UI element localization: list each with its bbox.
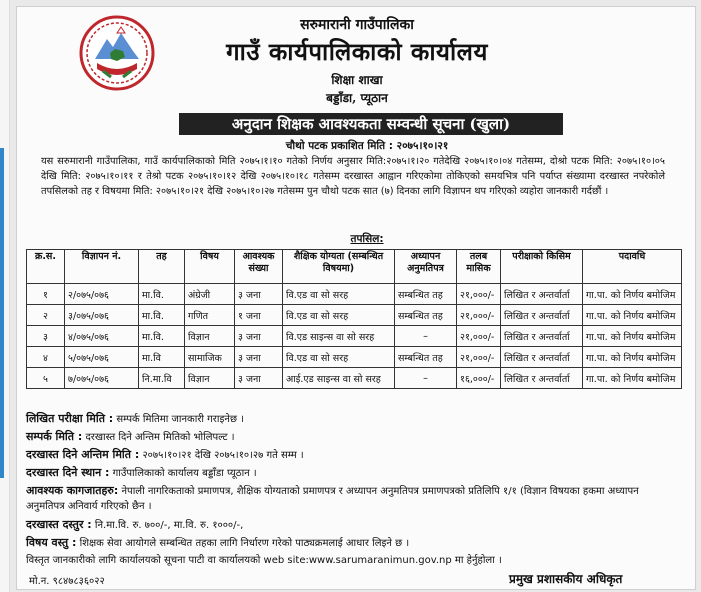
- cell-level: मा.वि.: [139, 284, 185, 305]
- cell-ad-no: ४/०७५/०७६: [65, 326, 139, 347]
- fee-line: [26, 517, 676, 533]
- documents-value: नेपाली नागरिकताको प्रमाणपत्र, शैक्षिक योग्यताको प्रमाणपत्र र अध्यापन अनुमतिपत्र प्रमाणपत्रको प्रतिलिपि १/१ (विज्ञान विषयका हकमा अध्यापन अनुमतिपत्र अनिवार्य गरिएको छैन ।: [26, 486, 639, 512]
- cell-exam-type: लिखित र अन्तर्वार्ता: [501, 284, 583, 305]
- signer-title: प्रमुख प्रशासकीय अधिकृत: [509, 572, 623, 586]
- syllabus-label: विषय वस्तु :: [26, 536, 77, 549]
- table-row: [27, 368, 682, 389]
- col-header: परीक्षाको किसिम: [501, 250, 583, 284]
- cell-subject: विज्ञान: [185, 368, 235, 389]
- cell-tenure: गा.पा. को निर्णय बमोजिम: [583, 368, 682, 389]
- cell-subject: अंग्रेजी: [185, 284, 235, 305]
- cell-salary: २१,०००/-: [457, 347, 501, 368]
- col-header: शैक्षिक योग्यता (सम्बन्धित विषयमा): [283, 250, 395, 284]
- syllabus-value: शिक्षक सेवा आयोगले सम्बन्धित तहका लागि निर्धारण गरेको पाठ्यक्रमलाई आधार लिइने छ ।: [79, 538, 410, 549]
- documents-line: [26, 483, 676, 514]
- table-header-row: [27, 250, 682, 284]
- publish-date: चौथो पटक प्रकाशित मिति : २०७५।१०।२१: [285, 140, 449, 152]
- cell-salary: १६,०००/-: [457, 368, 501, 389]
- cell-license: सम्बन्धित तह: [395, 284, 457, 305]
- exam-date-value: सम्पर्क मितिमा जानकारी गराइनेछ ।: [116, 414, 244, 425]
- notice-banner: अनुदान शिक्षक आवश्यकता सम्वन्धी सूचना (खुला): [179, 113, 563, 135]
- cell-level: मा.वि.: [139, 305, 185, 326]
- place-line: [26, 465, 676, 481]
- cell-tenure: गा.पा. को निर्णय बमोजिम: [583, 305, 682, 326]
- col-header: पदावधि: [583, 250, 682, 284]
- exam-date-label: लिखित परीक्षा मिति :: [26, 412, 114, 425]
- cell-tenure: गा.पा. को निर्णय बमोजिम: [583, 326, 682, 347]
- cell-sn: १: [27, 284, 65, 305]
- deadline-value: २०७५।१०।२१ देखि २०७५।१०।२७ गते सम्म ।: [142, 450, 304, 461]
- contact-date-label: सम्पर्क मिति :: [26, 430, 83, 443]
- documents-label: आवश्यक कागजातहरु:: [26, 484, 119, 497]
- cell-qualification: आई.एड साइन्स वा सो सरह: [283, 368, 395, 389]
- cell-salary: २१,०००/-: [457, 326, 501, 347]
- table-row: [27, 347, 682, 368]
- left-edge-strip: [0, 0, 10, 592]
- cell-count: ३ जना: [235, 284, 283, 305]
- fee-value: नि.मा.वि. रु. ७००/-, मा.वि. रु. १०००/-,: [94, 520, 244, 531]
- place-label: दरखास्त दिने स्थान :: [26, 466, 110, 479]
- cell-qualification: वि.एड वा सो सरह: [283, 284, 395, 305]
- cell-level: मा.वि: [139, 347, 185, 368]
- notice-paragraph: यस सरुमारानी गाउँपालिका, गाउँ कार्यपालिकाको मिति २०७५।१।१० गतेको निर्णय अनुसार मिति:२०७५।१।२० गतेदेखि २०७५।१०।०४ गतेसम्म, दोश्रो पटक मिति: २०७५।१०।०५ देखि मिति: २०७५।१०।११ र तेश्रो पटक २०७५।१०।१२ देखि २०७५।१०।१८ गतेसम्म दरखास्त आह्वान गरिएकोमा तोकिएको समयभित्र पनि पर्याप्त संख्यामा दरखास्त नपरेकोले तपसिलको तह र विषयमा मिति: २०७५।१०।२१ देखि २०७५।१०।२७ गतेसम्म पुन चौथो पटक सात (७) दिनका लागि विज्ञापन थप गरिएको व्यहोरा जानकारी गर्दछौं ।: [41, 156, 665, 197]
- cell-qualification: वि.एड वा सो सरह: [283, 305, 395, 326]
- exam-date-line: [26, 411, 676, 427]
- table-row: [27, 305, 682, 326]
- cell-ad-no: ५/०७५/०७६: [65, 347, 139, 368]
- col-header: क्र.स.: [27, 250, 65, 284]
- contact-date-line: [26, 429, 676, 445]
- details-line: विस्तृत जानकारीको लागि कार्यालयको सूचना पाटी वा कार्यालयको web site:www.sarumaranimun.gov.np मा हेर्नुहोला ।: [26, 555, 502, 566]
- cell-tenure: गा.पा. को निर्णय बमोजिम: [583, 284, 682, 305]
- notice-document: [16, 6, 696, 590]
- table-row: [27, 326, 682, 347]
- contact-number: मो.न. ९८४७८३६०२२: [29, 576, 105, 587]
- cell-qualification: वि.एड वा सो सरह: [283, 347, 395, 368]
- cell-subject: गणित: [185, 305, 235, 326]
- blue-accent-bar: [0, 148, 4, 478]
- cell-license: सम्बन्धित तह: [395, 305, 457, 326]
- deadline-label: दरखास्त दिने अन्तिम मिति :: [26, 448, 140, 461]
- office-address: बड्डाँडा, प्यूठान: [326, 91, 388, 105]
- cell-exam-type: लिखित र अन्तर्वार्ता: [501, 368, 583, 389]
- municipality-name: सरुमारानी गाउँपालिका: [300, 17, 414, 33]
- cell-level: मा.वि.: [139, 326, 185, 347]
- cell-ad-no: ७/०७५/०७६: [65, 368, 139, 389]
- cell-count: १ जना: [235, 305, 283, 326]
- col-header: आवश्यक संख्या: [235, 250, 283, 284]
- cell-license: सम्बन्धित तह: [395, 347, 457, 368]
- cell-tenure: गा.पा. को निर्णय बमोजिम: [583, 347, 682, 368]
- cell-exam-type: लिखित र अन्तर्वार्ता: [501, 305, 583, 326]
- col-header: विज्ञापन नं.: [65, 250, 139, 284]
- table-row: [27, 284, 682, 305]
- cell-exam-type: लिखित र अन्तर्वार्ता: [501, 326, 583, 347]
- cell-sn: ४: [27, 347, 65, 368]
- col-header: विषय: [185, 250, 235, 284]
- cell-ad-no: ३/०७५/०७६: [65, 305, 139, 326]
- vacancy-table: [26, 249, 682, 389]
- cell-salary: २१,०००/-: [457, 284, 501, 305]
- branch-name: शिक्षा शाखा: [331, 73, 383, 87]
- place-value: गाउँपालिकाको कार्यालय बड्डाँडा प्यूठान ।: [112, 468, 257, 479]
- cell-exam-type: लिखित र अन्तर्वार्ता: [501, 347, 583, 368]
- col-header: अध्यापन अनुमतिपत्र: [395, 250, 457, 284]
- col-header: तह: [139, 250, 185, 284]
- deadline-line: [26, 447, 676, 463]
- cell-count: ३ जना: [235, 347, 283, 368]
- cell-qualification: वि.एड साइन्स वा सो सरह: [283, 326, 395, 347]
- cell-license: –: [395, 368, 457, 389]
- cell-ad-no: २/०७५/०७६: [65, 284, 139, 305]
- cell-sn: ५: [27, 368, 65, 389]
- cell-subject: विज्ञान: [185, 326, 235, 347]
- cell-count: ३ जना: [235, 368, 283, 389]
- col-header: तलब मासिक: [457, 250, 501, 284]
- fee-label: दरखास्त दस्तुर :: [26, 518, 92, 531]
- cell-level: नि.मा.वि: [139, 368, 185, 389]
- cell-sn: ३: [27, 326, 65, 347]
- syllabus-line: [26, 535, 676, 551]
- office-title: गाउँ कार्यपालिकाको कार्यालय: [226, 37, 488, 66]
- cell-count: ३ जना: [235, 326, 283, 347]
- cell-license: –: [395, 326, 457, 347]
- cell-sn: २: [27, 305, 65, 326]
- cell-salary: २१,०००/-: [457, 305, 501, 326]
- contact-date-value: दरखास्त दिने अन्तिम मितिको भोलिपल्ट ।: [85, 432, 235, 443]
- cell-subject: सामाजिक: [185, 347, 235, 368]
- table-title: तपसिल:: [350, 233, 384, 245]
